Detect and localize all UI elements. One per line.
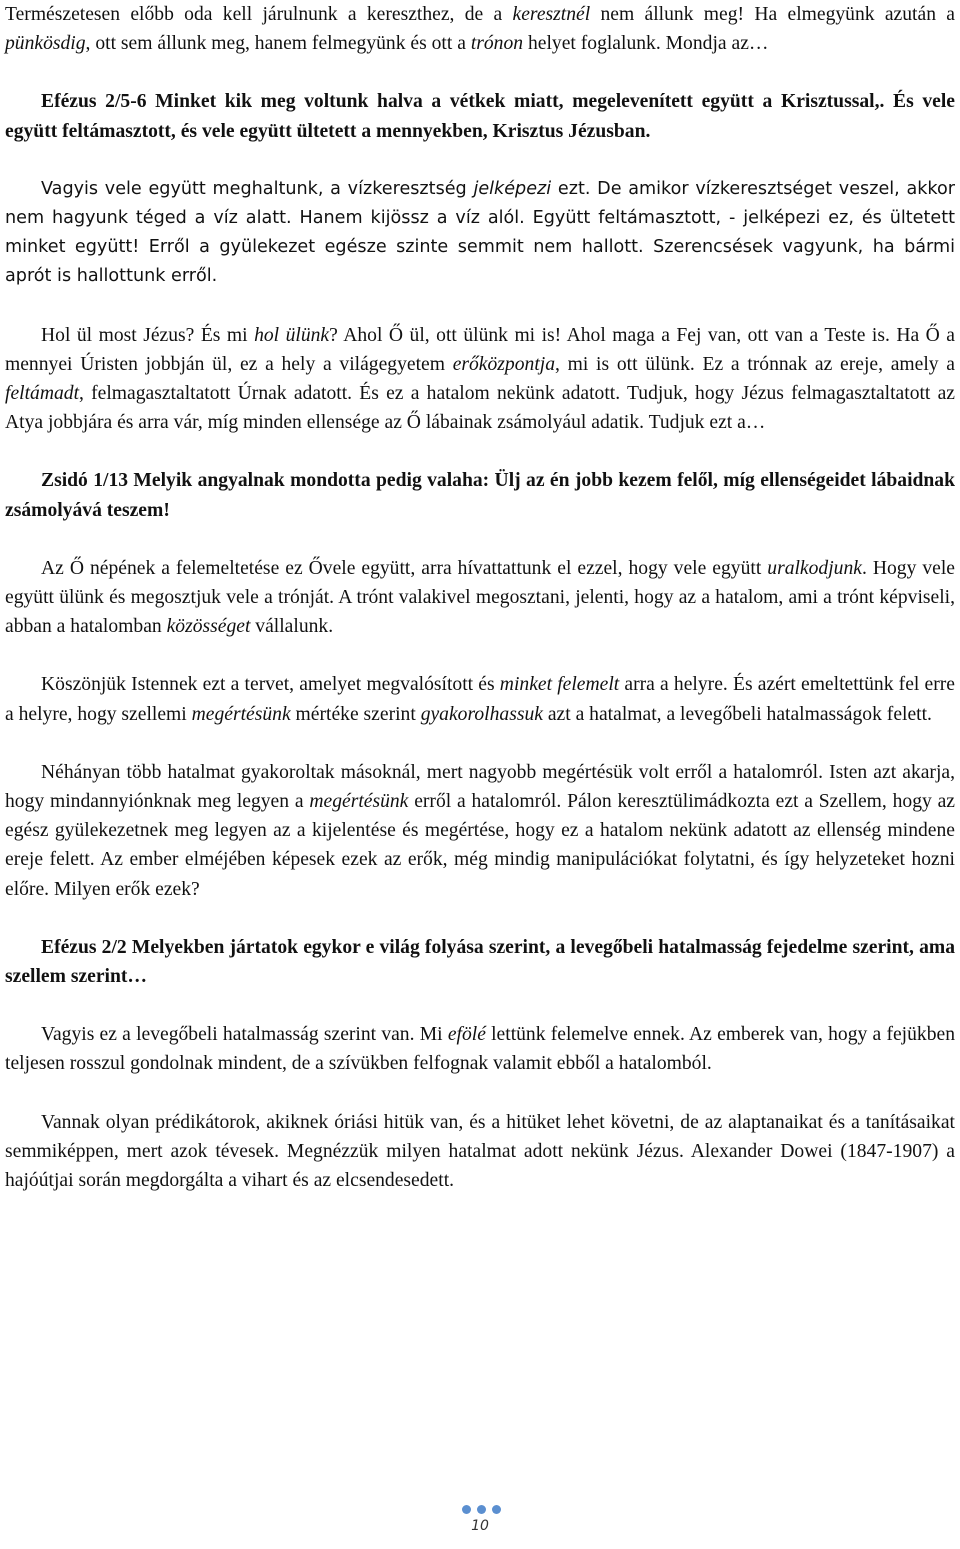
body-paragraph: [5, 321, 955, 438]
text-run: helyet foglalunk. Mondja az…: [523, 33, 769, 55]
emphasis-text: erőközpontja: [452, 353, 555, 375]
emphasis-text: hol ülünk: [254, 324, 330, 346]
text-run: erről a hatalomról. Pálon keresztülimádkozta ezt a Szellem, hogy az egész gyülekezetnek meg legyen az a kijelentése és megértése, hogy ez a hatalom nekünk adatott az ellenség mindene ereje felett. Az ember elméjében képesek ezek az erők, még mindig manipulációkat folytatni, és így helyzeteket hozni előre. Milyen erők ezek?: [5, 791, 955, 900]
footer-dots-ornament: [0, 1505, 960, 1514]
scripture-quote: [5, 933, 955, 991]
paragraph-gap: [5, 437, 955, 466]
text-run: arra a helyre. És azért emeltettünk fel erre a helyre, hogy szellemi: [5, 674, 955, 725]
text-run: ? Ahol Ő ül, ott ülünk mi is! Ahol maga a Fej van, ott van a Teste is. Ha Ő a mennyei Úristen jobbján ül, ez a hely a világegyetem: [5, 324, 956, 375]
text-run: azt a hatalmat, a levegőbeli hatalmasságok felett.: [542, 703, 932, 725]
text-run: . Hogy vele együtt ülünk és megosztjuk vele a trónját. A trónt valakivel megosztani, jelenti, hogy az a hatalom, ami a trónt képviseli, abban a hatalomban: [5, 557, 955, 638]
body-paragraph: [5, 758, 955, 904]
paragraph-gap: [5, 991, 955, 1020]
emphasis-text: közösséget: [166, 616, 251, 638]
body-paragraph: [5, 175, 955, 292]
paragraph-gap: [5, 525, 955, 554]
body-paragraph: [5, 0, 955, 58]
text-run: , mi is ott ülünk. Ez a trónnak az ereje, amely a: [555, 353, 956, 375]
body-paragraph: [5, 670, 955, 728]
emphasis-text: minket felemelt: [499, 674, 620, 696]
text-run: Vagyis vele együtt meghaltunk, a vízkeresztség: [41, 178, 474, 199]
page-footer: [0, 1505, 960, 1534]
emphasis-text: megértésünk: [309, 791, 409, 813]
paragraph-gap: [5, 146, 955, 175]
emphasis-text: keresztnél: [512, 4, 591, 25]
emphasis-text: jelképezi: [473, 178, 552, 199]
emphasis-text: megértésünk: [191, 703, 291, 725]
emphasis-text: pünkösdig: [5, 33, 86, 55]
text-run: , felmagasztaltatott Úrnak adatott. És ez a hatalom nekünk adatott. Tudjuk, hogy Jézus felmagasztaltatott az Atya jobbjára és arra vár, míg minden ellensége az Ő lábainak zsámolyául adatik. Tudjuk ezt a…: [5, 383, 955, 434]
text-run: mértéke szerint: [290, 703, 421, 725]
body-paragraph: [5, 1020, 955, 1078]
emphasis-text: feltámadt: [5, 383, 80, 405]
paragraph-gap: [5, 729, 955, 758]
text-run: Efézus 2/2 Melyekben jártatok egykor e világ folyása szerint, a levegőbeli hatalmasság fejedelme szerint, ama szellem szerint…: [5, 936, 955, 988]
paragraph-gap: [5, 292, 955, 321]
paragraph-gap: [5, 58, 955, 87]
text-run: Vagyis ez a levegőbeli hatalmasság szerint van. Mi: [41, 1024, 448, 1046]
footer-dot-icon: [462, 1505, 471, 1514]
paragraph-gap: [5, 904, 955, 933]
text-run: , ott sem állunk meg, hanem felmegyünk és ott a: [85, 33, 471, 55]
text-run: Az Ő népének a felemeltetése ez Ővele együtt, arra hívattattunk el ezzel, hogy vele együtt: [41, 557, 768, 579]
body-paragraph: [5, 554, 955, 642]
text-run: Természetesen előbb oda kell járulnunk a kereszthez, de a: [5, 4, 513, 25]
text-run: Vannak olyan prédikátorok, akiknek óriási hitük van, és a hitüket lehet követni, de az alaptanaikat és a tanításaikat semmiképpen, mert azok tévesek. Megnézzük milyen hatalmat adott nekünk Jézus. Alexander Dowei (1847-1907) a hajóútjai során megdorgálta a vihart és az elcsendesedett.: [5, 1111, 955, 1192]
emphasis-text: gyakorolhassuk: [420, 703, 543, 725]
document-page: [5, 0, 955, 1195]
emphasis-text: uralkodjunk: [767, 557, 862, 579]
scripture-quote: [5, 466, 955, 524]
text-run: ezt. De amikor vízkeresztséget veszel, akkor nem hagyunk téged a víz alatt. Hanem kijössz a víz alól. Együtt feltámasztott, - jelképezi ez, és ültetett minket együtt! Erről a gyülekezet egésze szinte semmit nem hallott. Szerencsések vagyunk, ha bármi aprót is hallottunk erről.: [5, 178, 955, 287]
emphasis-text: trónon: [470, 33, 524, 55]
text-run: vállalunk.: [250, 616, 334, 638]
footer-dot-icon: [492, 1505, 501, 1514]
paragraph-gap: [5, 1079, 955, 1108]
text-run: Efézus 2/5-6 Minket kik meg voltunk halva a vétkek miatt, megelevenített együtt a Krisztussal,. És vele együtt feltámasztott, és vele együtt ültetett a mennyekben, Krisztus Jézusban.: [5, 91, 955, 142]
document-body: [5, 0, 955, 1195]
text-run: nem állunk meg! Ha elmegyünk azután a: [590, 4, 955, 25]
body-paragraph: [5, 1108, 955, 1196]
text-run: Köszönjük Istennek ezt a tervet, amelyet megvalósított és: [41, 674, 500, 696]
emphasis-text: efölé: [447, 1024, 486, 1046]
scripture-quote: [5, 87, 955, 145]
footer-dot-icon: [477, 1505, 486, 1514]
text-run: lettünk felemelve ennek. Az emberek van, hogy a fejükben teljesen rosszul gondolnak mindent, de a szívükben felfognak valamit ebből a hatalomból.: [5, 1024, 956, 1075]
text-run: Zsidó 1/13 Melyik angyalnak mondotta pedig valaha: Ülj az én jobb kezem felől, míg ellenségeidet lábaidnak zsámolyává teszem!: [5, 470, 955, 521]
paragraph-gap: [5, 641, 955, 670]
text-run: Néhányan több hatalmat gyakoroltak másoknál, mert nagyobb megértésük volt erről a hatalomról. Isten azt akarja, hogy mindannyiónknak meg legyen a: [5, 761, 955, 813]
page-number: 10: [471, 1518, 489, 1534]
text-run: Hol ül most Jézus? És mi: [41, 324, 255, 346]
